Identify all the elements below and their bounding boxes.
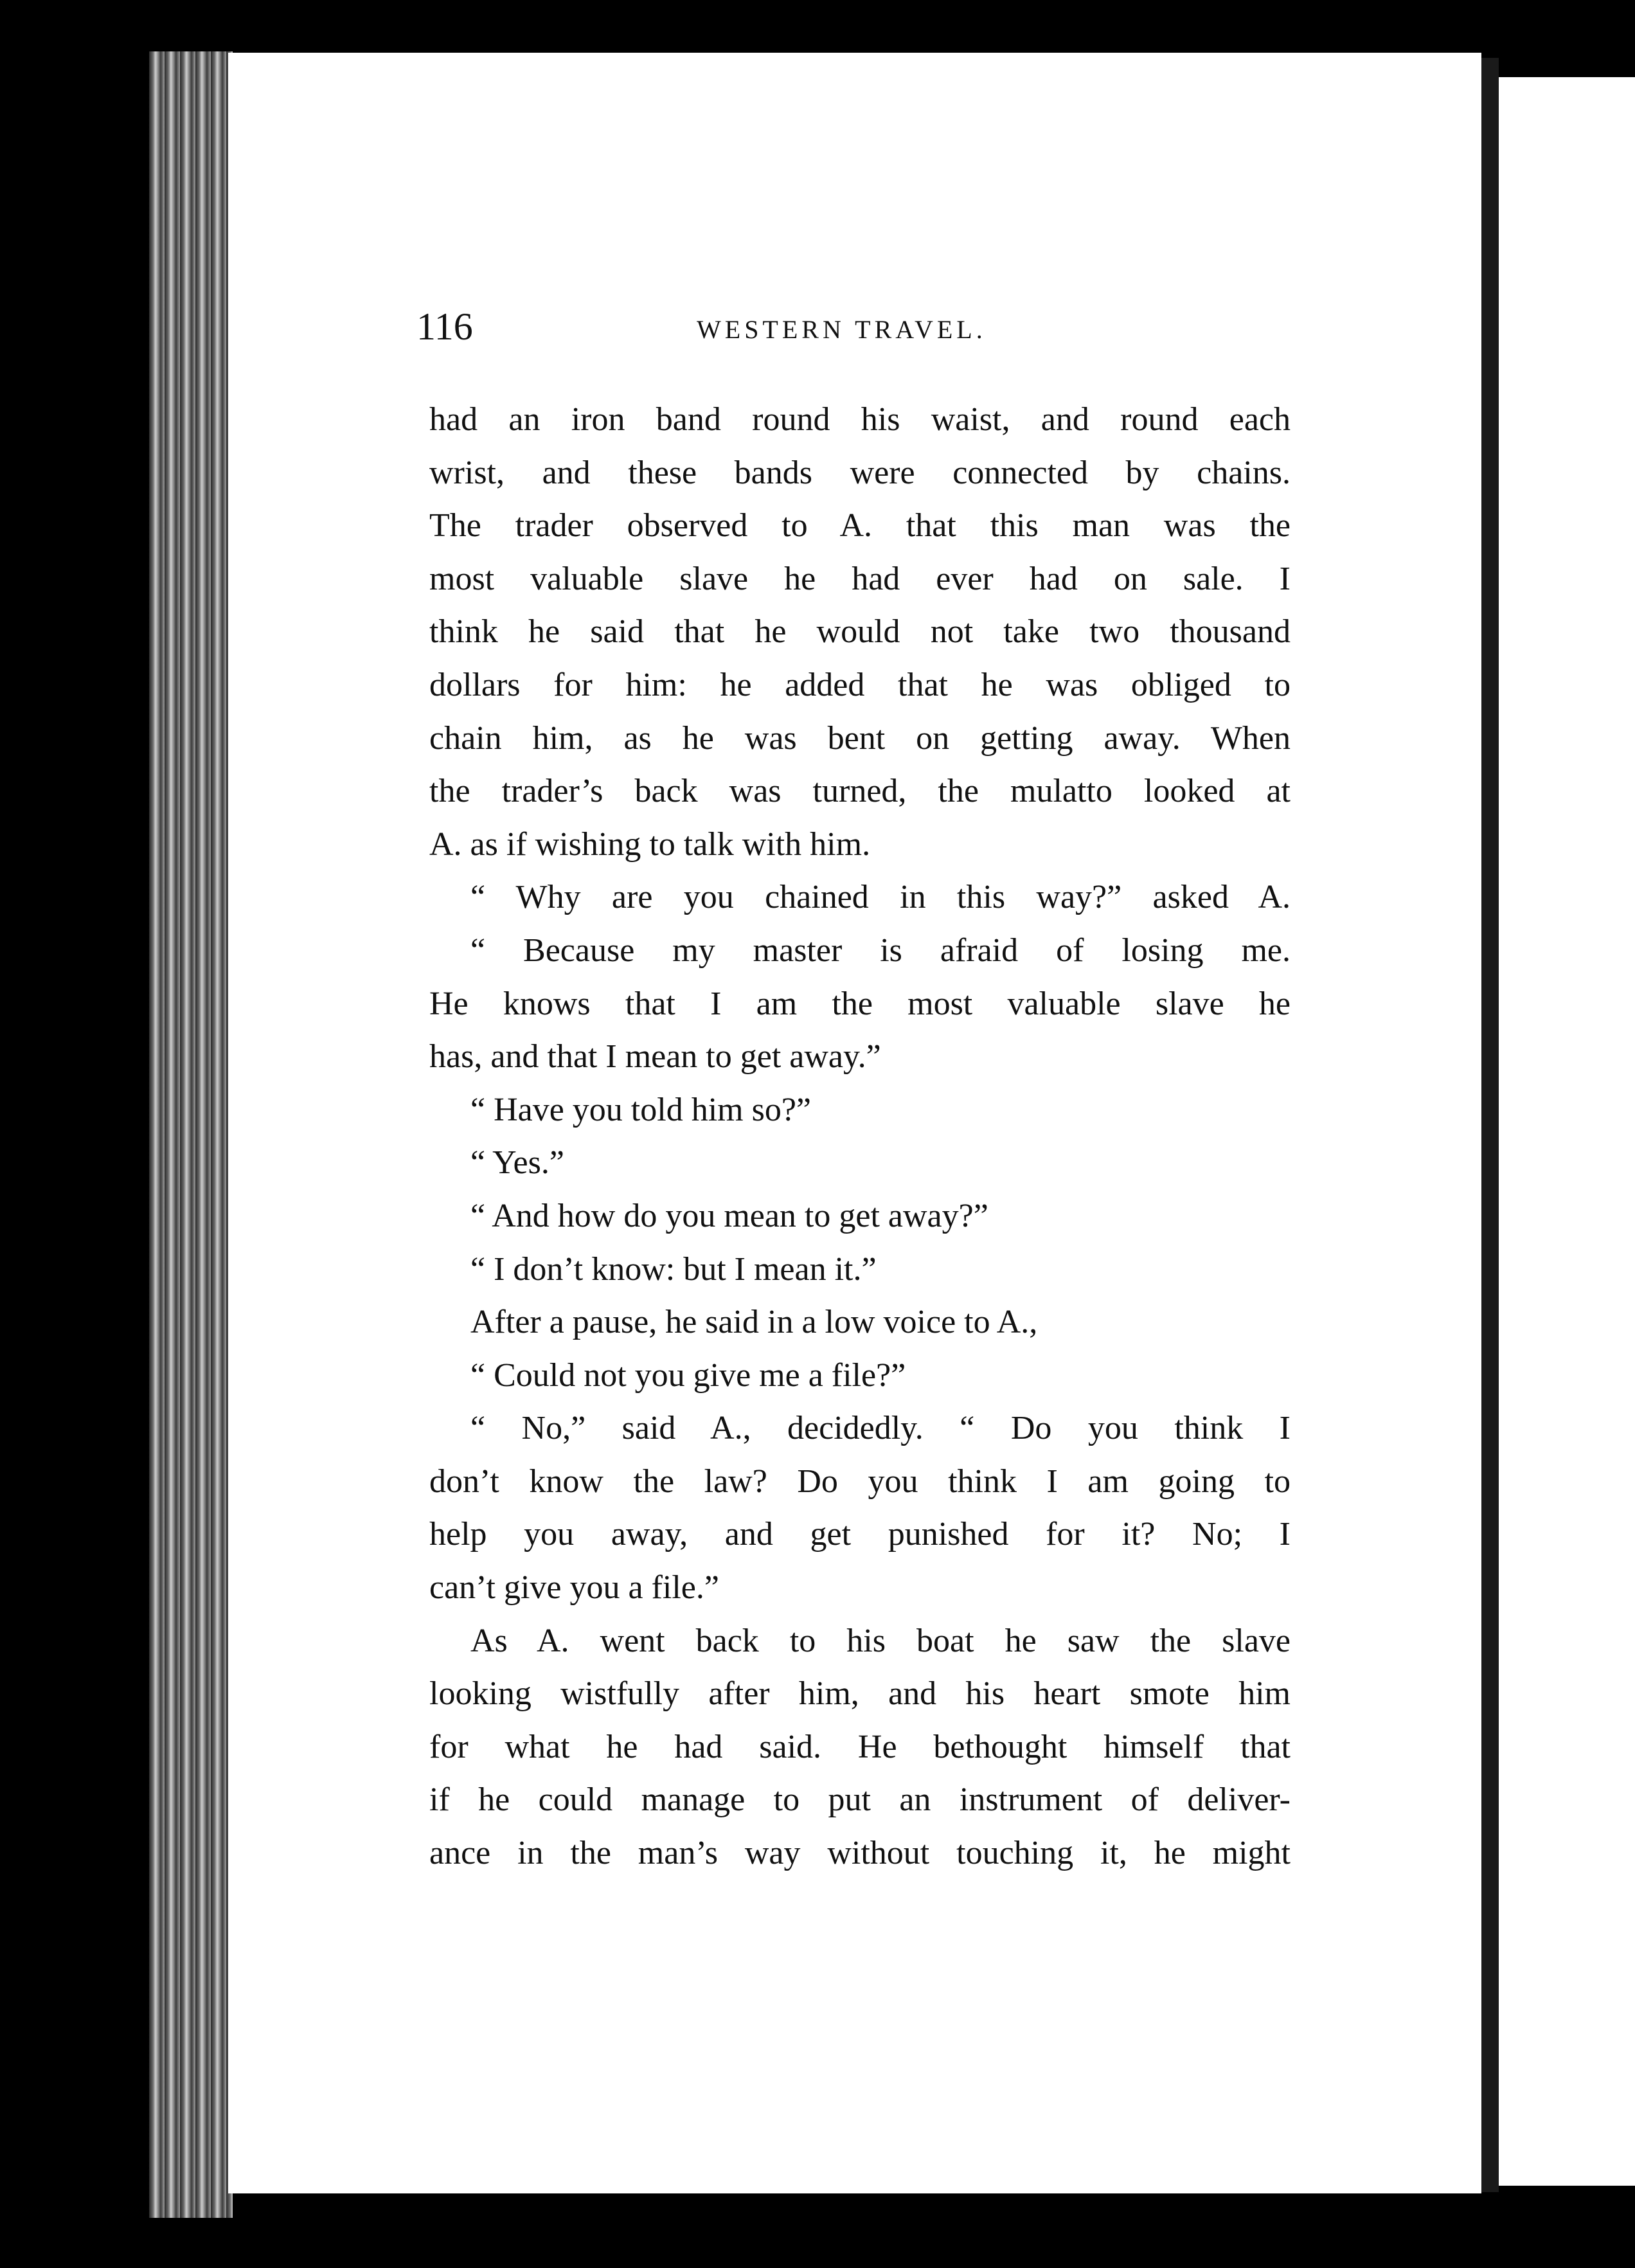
text-line: can’t give you a file.” (429, 1569, 719, 1607)
body-text (429, 393, 1291, 1880)
text-line: most valuable slave he had ever had on sale. I (429, 560, 1291, 597)
text-line: “ And how do you mean to get away?” (470, 1197, 988, 1234)
text-line: dollars for him: he added that he was obliged to (429, 666, 1291, 703)
text-line: “ Because my master is afraid of losing me. (470, 932, 1291, 969)
text-line: “ Why are you chained in this way?” asked A. (470, 879, 1291, 916)
page-number: 116 (416, 305, 473, 348)
text-line: looking wistfully after him, and his heart smote him (429, 1675, 1291, 1713)
text-line: chain him, as he was bent on getting away. When (429, 719, 1291, 757)
page-edge-stack (149, 51, 233, 2218)
text-line: He knows that I am the most valuable slave he (429, 985, 1291, 1022)
text-line: ance in the man’s way without touching it, he might (429, 1835, 1291, 1872)
text-line: think he said that he would not take two thousand (429, 613, 1291, 651)
text-line: “ Yes.” (470, 1144, 564, 1182)
running-title: WESTERN TRAVEL. (697, 315, 987, 344)
text-line: “ I don’t know: but I mean it.” (470, 1250, 877, 1288)
text-line: A. as if wishing to talk with him. (429, 825, 871, 863)
text-line: After a pause, he said in a low voice to A., (470, 1304, 1038, 1341)
text-line: “ Could not you give me a file?” (470, 1356, 906, 1394)
text-line: As A. went back to his boat he saw the slave (470, 1622, 1291, 1659)
text-line: if he could manage to put an instrument of deliver- (429, 1781, 1291, 1819)
running-head (416, 301, 1287, 352)
text-line: don’t know the law? Do you think I am going to (429, 1462, 1291, 1500)
text-line: The trader observed to A. that this man was the (429, 507, 1291, 544)
next-page-sliver (1499, 77, 1635, 2186)
text-line: help you away, and get punished for it? No; I (429, 1516, 1291, 1553)
text-line: “ Have you told him so?” (470, 1091, 811, 1128)
text-line: had an iron band round his waist, and round each (429, 401, 1291, 438)
text-line: “ No,” said A., decidedly. “ Do you think I (470, 1410, 1291, 1447)
text-line: has, and that I mean to get away.” (429, 1038, 881, 1076)
text-line: for what he had said. He bethought himself that (429, 1728, 1291, 1765)
text-line: wrist, and these bands were connected by chains. (429, 454, 1291, 491)
text-line: the trader’s back was turned, the mulatto looked at (429, 773, 1291, 810)
